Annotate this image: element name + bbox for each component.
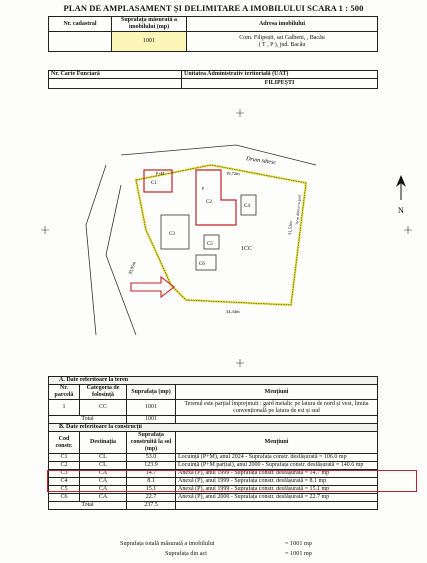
b-total: 237.5 [127,502,176,510]
b-cell-ment: Anexă (P), anul 1999 - Suprafața constr. desfășurată = 8.1 mp [176,478,378,486]
b-cell-ment: Locuință (P+M parțial), anul 2000 - Suprafața constr. desfășurată = 140.6 mp [176,462,378,470]
building-c1-label: C1 [151,181,157,186]
b-row [49,478,378,486]
summary-label-2: Suprafața din act [165,550,207,557]
a-row-nr: 1 [49,400,80,416]
north-label: N [398,206,404,215]
building-c2 [196,170,236,225]
a-col-ment: Mențiuni [176,385,378,400]
road-edge-north [121,145,316,165]
b-col-cod: Cod constr. [49,432,80,454]
uat-cell: FILIPEȘTI [182,79,378,89]
fence-note: Teren dimitat cu gard [295,194,302,226]
cf-col-number: Nr. Carte Funciară [49,71,182,79]
road-label: Drum sătesc [245,156,277,167]
grid-mark-top [236,109,244,117]
b-row [49,486,378,494]
b-cell-cod: C2 [49,462,80,470]
b-col-ment: Mențiuni [176,432,378,454]
b-cell-sup: 22.7 [127,494,176,502]
building-c1-floor: P+M [156,171,165,176]
b-cell-dest: CA [80,478,127,486]
b-row [49,454,378,462]
b-cell-ment: Anexă (P), anul 2000 - Suprafața constr. desfășurată = 22.7 mp [176,494,378,502]
b-cell-ment: Anexă (P), anul 1999 - Suprafața constr. desfășurată = 15.1 mp [176,486,378,494]
b-cell-dest: CL [80,462,127,470]
b-cell-cod: C6 [49,494,80,502]
dim-east: 31,53m [287,221,294,236]
b-total-empty [176,502,378,510]
data-table [48,376,378,510]
section-b-rows [49,454,378,502]
road-edge-west [86,165,106,335]
summary-value-2: = 1001 mp [285,550,312,557]
a-col-cat: Categoria de folosință [80,385,127,400]
summary-label-1: Suprafața totală măsurată a imobilului [120,540,215,547]
building-c6-label: C6 [199,262,205,267]
address-cell [187,32,378,52]
a-total: 1001 [127,416,176,424]
header-col-cadastral: Nr. cadastral [49,17,112,32]
cf-number-cell [49,79,182,89]
b-cell-sup: 123.9 [127,462,176,470]
address-line1: Com. Filipești, sat Galbeni, , Bacău [239,34,325,41]
building-c5-label: C5 [207,242,213,247]
fence-west [106,185,136,335]
b-cell-sup: 15.1 [127,486,176,494]
building-c4-label: C4 [244,204,250,209]
building-c3-label: C3 [169,232,175,237]
b-col-dest: Destinația [80,432,127,454]
b-col-sup: Suprafața construită la sol (mp) [127,432,176,454]
grid-mark-bottom [236,359,244,367]
header-col-area: Suprafața măsurată a imobilului (mp) [112,17,187,32]
cf-table [48,70,378,89]
section-b-title: B. Date referitoare la construcții [49,424,378,432]
b-cell-cod: C5 [49,486,80,494]
a-row-cat: CC [80,400,127,416]
b-row [49,494,378,502]
cadastral-number-cell [49,32,112,52]
parcel-label: 1CC [241,246,253,252]
building-c2-floor: P [202,186,205,191]
b-cell-sup: 53.0 [127,454,176,462]
b-row [49,470,378,478]
grid-mark-left [41,226,49,234]
a-row-sup: 1001 [127,400,176,416]
b-row [49,462,378,470]
summary-value-1: = 1001 mp [285,540,312,547]
b-cell-ment: Anexă (P), anul 1999 - Suprafața constr. desfășurată = 14.7 mp [176,470,378,478]
a-total-empty [176,416,378,424]
a-col-sup: Suprafața (mp) [127,385,176,400]
area-cell: 1001 [112,32,187,52]
b-cell-dest: CA [80,470,127,478]
b-cell-sup: 14.7 [127,470,176,478]
b-cell-sup: 8.1 [127,478,176,486]
b-cell-dest: CL [80,454,127,462]
dim-north: 19,72m [226,171,240,176]
b-cell-dest: CA [80,486,127,494]
summary-line-2 [165,550,207,557]
grid-mark-right [404,226,412,234]
a-total-label: Total [49,416,127,424]
dim-south: 34,34m [226,309,240,314]
page-title: PLAN DE AMPLASAMENT ȘI DELIMITARE A IMOBILULUI SCARA 1 : 500 [63,3,364,13]
header-table [48,16,378,52]
summary-line-1 [120,540,215,547]
building-c3 [161,215,189,249]
a-col-nr: Nr. parcelă [49,385,80,400]
b-cell-cod: C1 [49,454,80,462]
b-cell-dest: CA [80,494,127,502]
cf-col-uat: Unitatea Administrativ teritorială (UAT) [182,71,378,79]
b-cell-ment: Locuință (P+M), anul 2024 - Suprafața constr. desfășurată = 106.0 mp [176,454,378,462]
header-col-address: Adresa imobilului [187,17,378,32]
address-line2: ( T , P ), jud. Bacău [258,41,306,48]
site-plan [36,105,418,370]
b-cell-cod: C3 [49,470,80,478]
b-cell-cod: C4 [49,478,80,486]
b-total-label: Total [49,502,127,510]
building-c2-label: C2 [206,200,212,205]
section-a-title: A. Date referitoare la teren [49,377,378,385]
a-row-ment: Terenul este parțial împrejmuit : gard metalic pe latura de nord și vest, limita convențională pe latura de est și sud [176,400,378,416]
dim-west: 30,95m [127,260,137,276]
